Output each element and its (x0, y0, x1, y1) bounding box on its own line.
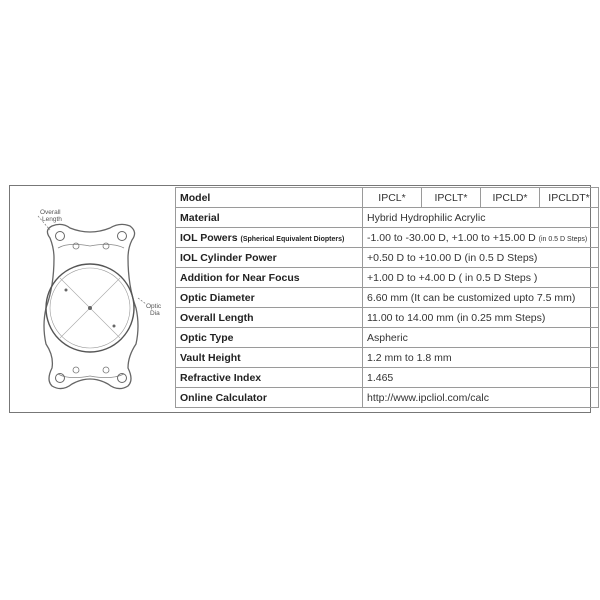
row-label: Optic Diameter (176, 288, 363, 308)
row-label: Material (176, 208, 363, 228)
length-label: Length (42, 216, 62, 223)
row-value: 1.465 (363, 368, 599, 388)
lens-diagram (10, 186, 170, 412)
row-label: Overall Length (176, 308, 363, 328)
model-ipcl: IPCL* (363, 188, 422, 208)
row-label: Vault Height (176, 348, 363, 368)
table-row (176, 308, 599, 328)
optic-label: Optic (146, 303, 162, 310)
row-value-note: (in 0.5 D Steps) (538, 235, 588, 243)
table-row (176, 288, 599, 308)
row-value: Aspheric (363, 328, 599, 348)
row-value (363, 228, 599, 248)
table-row-model (176, 188, 599, 208)
table-row (176, 248, 599, 268)
row-label-note: (Spherical Equivalent Diopters) (240, 235, 345, 243)
table-row (176, 268, 599, 288)
table-row (176, 328, 599, 348)
row-value: Hybrid Hydrophilic Acrylic (363, 208, 599, 228)
row-label: Refractive Index (176, 368, 363, 388)
table-row (176, 368, 599, 388)
row-value: 1.2 mm to 1.8 mm (363, 348, 599, 368)
model-ipcld: IPCLD* (481, 188, 540, 208)
row-label: Optic Type (176, 328, 363, 348)
model-ipcldt: IPCLDT* (540, 188, 599, 208)
row-value: 11.00 to 14.00 mm (in 0.25 mm Steps) (363, 308, 599, 328)
table-row (176, 208, 599, 228)
row-value: +1.00 D to +4.00 D ( in 0.5 D Steps ) (363, 268, 599, 288)
row-label-text: IOL Powers (180, 231, 238, 244)
row-label: IOL Cylinder Power (176, 248, 363, 268)
row-label (176, 228, 363, 248)
row-label: Addition for Near Focus (176, 268, 363, 288)
row-value: +0.50 D to +10.00 D (in 0.5 D Steps) (363, 248, 599, 268)
model-label: Model (176, 188, 363, 208)
table-row (176, 228, 599, 248)
row-value-text: -1.00 to -30.00 D, +1.00 to +15.00 D (367, 231, 536, 244)
model-ipclt: IPCLT* (422, 188, 481, 208)
overall-label: Overall (40, 209, 61, 216)
dia-label: Dia (150, 310, 160, 317)
spec-table (175, 187, 599, 408)
spec-sheet-frame (9, 185, 591, 413)
table-row (176, 388, 599, 408)
table-row (176, 348, 599, 368)
calculator-link[interactable]: http://www.ipcliol.com/calc (363, 388, 599, 408)
row-label: Online Calculator (176, 388, 363, 408)
row-value: 6.60 mm (It can be customized upto 7.5 mm) (363, 288, 599, 308)
